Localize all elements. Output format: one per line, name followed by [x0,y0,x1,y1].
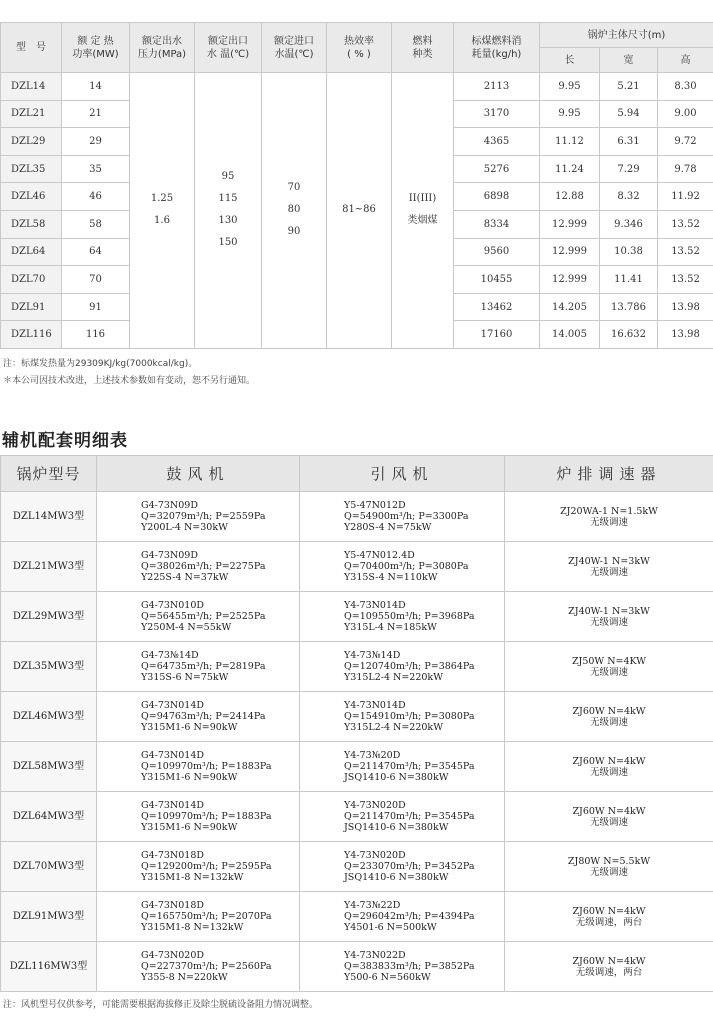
aux-row [1,592,713,642]
aux-row [1,792,713,842]
spec-width-cell: 9.346 [600,210,658,238]
spec-coal-cell: 13462 [454,293,540,321]
spec-power-cell: 46 [62,183,130,211]
spec-height-cell: 9.72 [658,128,713,156]
spec-model-cell: DZL21 [1,100,62,128]
spec-width-cell: 13.786 [600,293,658,321]
aux-regulator-cell: ZJ60W N=4kW 无级调速 [505,792,713,842]
spec-power-cell: 35 [62,155,130,183]
spec-coal-cell: 4365 [454,128,540,156]
aux-draft-cell: Y4-73№22D Q=296042m³/h; P=4394Pa Y4501-6 N=500kW [300,892,505,942]
header-power: 额 定 热 功率(MW) [62,23,130,73]
spec-coal-cell: 6898 [454,183,540,211]
header-pressure: 额定出水 压力(MPa) [130,23,195,73]
spec-coal-cell: 10455 [454,266,540,294]
spec-model-cell: DZL64 [1,238,62,266]
spec-height-cell: 9.78 [658,155,713,183]
aux-row [1,642,713,692]
aux-regulator-cell: ZJ60W N=4kW 无级调速，两台 [505,942,713,992]
aux-fan-cell: G4-73N018D Q=129200m³/h; P=2595Pa Y315M1-8 N=132kW [97,842,300,892]
aux-row [1,542,713,592]
header-height: 高 [658,48,713,73]
aux-draft-cell: Y4-73N020D Q=233070m³/h; P=3452Pa JSQ1410-6 N=380kW [300,842,505,892]
aux-draft-cell: Y4-73№14D Q=120740m³/h; P=3864Pa Y315L2-4 N=220kW [300,642,505,692]
spec-width-cell: 8.32 [600,183,658,211]
spec-length-cell: 12.999 [540,238,600,266]
aux-draft-cell: Y5-47N012D Q=54900m³/h; P=3300Pa Y280S-4 N=75kW [300,492,505,542]
spec-model-cell: DZL14 [1,73,62,101]
aux-fan-cell: G4-73N014D Q=109970m³/h; P=1883Pa Y315M1-6 N=90kW [97,792,300,842]
spec-coal-cell: 8334 [454,210,540,238]
spec-width-cell: 7.29 [600,155,658,183]
spec-power-cell: 70 [62,266,130,294]
aux-model-cell: DZL29MW3型 [1,592,97,642]
aux-row [1,692,713,742]
aux-model-cell: DZL64MW3型 [1,792,97,842]
aux-model-cell: DZL35MW3型 [1,642,97,692]
spec-height-cell: 9.00 [658,100,713,128]
aux-header-regulator: 炉排调速器 [505,456,713,492]
spec-length-cell: 11.24 [540,155,600,183]
aux-row [1,742,713,792]
spec-length-cell: 11.12 [540,128,600,156]
spec-efficiency-cell: 81~86 [327,73,392,349]
spec-note: 注：标煤发热量为29309KJ/kg(7000kcal/kg)。 [3,359,198,369]
spec-coal-cell: 5276 [454,155,540,183]
spec-model-cell: DZL58 [1,210,62,238]
spec-height-cell: 11.92 [658,183,713,211]
spec-length-cell: 12.88 [540,183,600,211]
aux-fan-cell: G4-73N014D Q=109970m³/h; P=1883Pa Y315M1-6 N=90kW [97,742,300,792]
header-outlet-temp: 额定出口 水 温(℃) [195,23,262,73]
aux-fan-cell: G4-73N014D Q=94763m³/h; P=2414Pa Y315M1-6 N=90kW [97,692,300,742]
aux-fan-cell: G4-73№14D Q=64735m³/h; P=2819Pa Y315S-6 N=75kW [97,642,300,692]
aux-regulator-cell: ZJ80W N=5.5kW 无级调速 [505,842,713,892]
aux-draft-cell: Y4-73N014D Q=154910m³/h; P=3080Pa Y315L2-4 N=220kW [300,692,505,742]
spec-height-cell: 8.30 [658,73,713,101]
aux-row [1,842,713,892]
aux-regulator-cell: ZJ60W N=4kW 无级调速，两台 [505,892,713,942]
aux-draft-cell: Y4-73N022D Q=383833m³/h; P=3852Pa Y500-6 N=560kW [300,942,505,992]
aux-model-cell: DZL46MW3型 [1,692,97,742]
header-model: 型 号 [1,23,62,73]
spec-coal-cell: 3170 [454,100,540,128]
spec-power-cell: 116 [62,321,130,349]
header-dims: 锅炉主体尺寸(m) [540,23,713,48]
spec-coal-cell: 17160 [454,321,540,349]
spec-disclaimer: ＊本公司因技术改进，上述技术参数如有变动，恕不另行通知。 [3,376,256,386]
aux-fan-cell: G4-73N09D Q=38026m³/h; P=2275Pa Y225S-4 N=37kW [97,542,300,592]
aux-note: 注：风机型号仅供参考，可能需要根据海拔修正及除尘脱硫设备阻力情况调整。 [3,1000,319,1010]
aux-row [1,892,713,942]
spec-power-cell: 14 [62,73,130,101]
spec-inlet-temp-cell: 70 80 90 [262,73,327,349]
spec-header-row [1,23,713,48]
spec-length-cell: 12.999 [540,210,600,238]
header-length: 长 [540,48,600,73]
header-width: 宽 [600,48,658,73]
spec-length-cell: 14.205 [540,293,600,321]
spec-width-cell: 5.94 [600,100,658,128]
boiler-spec-table [0,22,713,349]
header-coal: 标煤燃料消 耗量(kg/h) [454,23,540,73]
spec-model-cell: DZL91 [1,293,62,321]
spec-height-cell: 13.52 [658,266,713,294]
spec-model-cell: DZL70 [1,266,62,294]
aux-draft-cell: Y4-73N014D Q=109550m³/h; P=3968Pa Y315L-4 N=185kW [300,592,505,642]
aux-header-draft: 引风机 [300,456,505,492]
aux-equipment-table [0,455,713,992]
spec-power-cell: 58 [62,210,130,238]
spec-height-cell: 13.52 [658,238,713,266]
aux-regulator-cell: ZJ40W-1 N=3kW 无级调速 [505,542,713,592]
spec-power-cell: 29 [62,128,130,156]
spec-width-cell: 10.38 [600,238,658,266]
spec-length-cell: 14.005 [540,321,600,349]
aux-fan-cell: G4-73N018D Q=165750m³/h; P=2070Pa Y315M1-8 N=132kW [97,892,300,942]
spec-power-cell: 91 [62,293,130,321]
header-fuel: 燃料 种类 [392,23,454,73]
aux-model-cell: DZL70MW3型 [1,842,97,892]
spec-coal-cell: 2113 [454,73,540,101]
spec-power-cell: 21 [62,100,130,128]
aux-draft-cell: Y5-47N012.4D Q=70400m³/h; P=3080Pa Y315S-4 N=110kW [300,542,505,592]
spec-width-cell: 6.31 [600,128,658,156]
spec-width-cell: 11.41 [600,266,658,294]
spec-model-cell: DZL29 [1,128,62,156]
spec-model-cell: DZL46 [1,183,62,211]
aux-model-cell: DZL91MW3型 [1,892,97,942]
spec-coal-cell: 9560 [454,238,540,266]
aux-section-title: 辅机配套明细表 [2,431,128,451]
aux-regulator-cell: ZJ20WA-1 N=1.5kW 无级调速 [505,492,713,542]
aux-fan-cell: G4-73N09D Q=32079m³/h; P=2559Pa Y200L-4 N=30kW [97,492,300,542]
aux-regulator-cell: ZJ60W N=4kW 无级调速 [505,692,713,742]
aux-model-cell: DZL116MW3型 [1,942,97,992]
spec-model-cell: DZL35 [1,155,62,183]
spec-width-cell: 16.632 [600,321,658,349]
aux-header-row [1,456,713,492]
aux-regulator-cell: ZJ50W N=4KW 无级调速 [505,642,713,692]
spec-length-cell: 9.95 [540,73,600,101]
aux-model-cell: DZL14MW3型 [1,492,97,542]
aux-row [1,492,713,542]
aux-regulator-cell: ZJ60W N=4kW 无级调速 [505,742,713,792]
spec-row [1,73,713,101]
aux-fan-cell: G4-73N010D Q=56455m³/h; P=2525Pa Y250M-4 N=55kW [97,592,300,642]
aux-draft-cell: Y4-73N020D Q=211470m³/h; P=3545Pa JSQ1410-6 N=380kW [300,792,505,842]
spec-height-cell: 13.52 [658,210,713,238]
spec-width-cell: 5.21 [600,73,658,101]
spec-outlet-temp-cell: 95 115 130 150 [195,73,262,349]
spec-length-cell: 9.95 [540,100,600,128]
aux-model-cell: DZL21MW3型 [1,542,97,592]
aux-fan-cell: G4-73N020D Q=227370m³/h; P=2560Pa Y355-8 N=220kW [97,942,300,992]
spec-fuel-cell: II(III) 类烟煤 [392,73,454,349]
spec-height-cell: 13.98 [658,321,713,349]
spec-length-cell: 12.999 [540,266,600,294]
aux-regulator-cell: ZJ40W-1 N=3kW 无级调速 [505,592,713,642]
spec-power-cell: 64 [62,238,130,266]
header-efficiency: 热效率 ( % ) [327,23,392,73]
aux-header-fan: 鼓风机 [97,456,300,492]
spec-height-cell: 13.98 [658,293,713,321]
aux-draft-cell: Y4-73№20D Q=211470m³/h; P=3545Pa JSQ1410-6 N=380kW [300,742,505,792]
aux-header-model: 锅炉型号 [1,456,97,492]
header-inlet-temp: 额定进口 水温(℃) [262,23,327,73]
spec-model-cell: DZL116 [1,321,62,349]
spec-pressure-cell: 1.25 1.6 [130,73,195,349]
aux-model-cell: DZL58MW3型 [1,742,97,792]
aux-row [1,942,713,992]
